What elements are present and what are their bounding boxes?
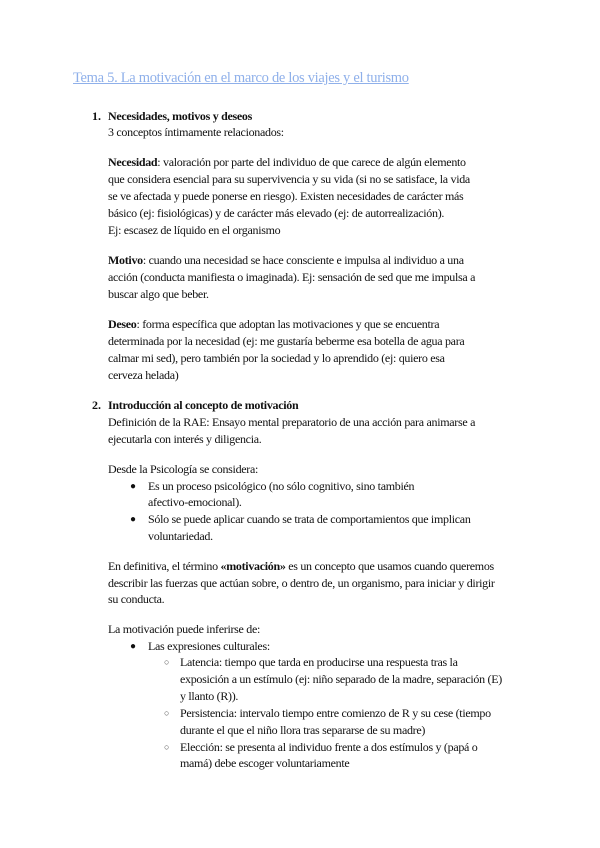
text-line	[148, 494, 242, 511]
line-text: mamá) debe escoger voluntariamente	[180, 756, 350, 770]
line-text: : cuando una necesidad se hace consciente e impulsa al individuo a una	[142, 253, 464, 267]
line-text: Desde la Psicología se considera:	[108, 462, 259, 476]
text-line	[108, 188, 463, 205]
line-text: Es un proceso psicológico (no sólo cognitivo, sino también	[148, 479, 415, 493]
line-text: ejecutarla con interés y diligencia.	[108, 432, 262, 446]
text-line	[180, 755, 349, 772]
text-line	[180, 671, 502, 688]
term-bold: Deseo	[108, 317, 137, 331]
section-heading: Necesidades, motivos y deseos	[108, 109, 252, 123]
line-text: y llanto (R)).	[180, 689, 239, 703]
text-line	[108, 558, 494, 575]
line-text: 3 conceptos íntimamente relacionados:	[108, 125, 284, 139]
line-text: que considera esencial para su supervivencia y su vida (si no se satisface, la vida	[108, 172, 470, 186]
line-text: se ve afectada y puede ponerse en riesgo). Existen necesidades de carácter más	[108, 189, 464, 203]
text-line	[108, 621, 260, 638]
line-text: buscar algo que beber.	[108, 287, 209, 301]
term-bold: «motivación»	[220, 559, 286, 573]
text-line	[148, 511, 471, 528]
section-number: 2.	[92, 398, 101, 412]
text-line	[108, 575, 495, 592]
text-line	[108, 316, 439, 333]
text-line	[148, 528, 213, 545]
text-line	[108, 222, 280, 239]
section-number: 1.	[92, 109, 101, 123]
line-text: Persistencia: intervalo tiempo entre comienzo de R y su cese (tiempo	[180, 706, 491, 720]
text-line	[180, 705, 491, 722]
line-text: Las expresiones culturales:	[148, 639, 270, 653]
text-line	[108, 431, 261, 448]
term-bold: Motivo	[108, 253, 143, 267]
bullet-icon: ●	[130, 514, 137, 525]
text-line	[108, 367, 178, 384]
line-text: describir las fuerzas que actúan sobre, o dentro de, un organismo, para iniciar y dirigir	[108, 576, 495, 590]
text-line	[108, 124, 284, 141]
text-line	[108, 286, 209, 303]
line-text: En definitiva, el término	[108, 559, 221, 573]
bullet-icon: ●	[130, 641, 137, 652]
line-text: Elección: se presenta al individuo frente a dos estímulos y (papá o	[180, 740, 478, 754]
line-text: Sólo se puede aplicar cuando se trata de comportamientos que implican	[148, 512, 471, 526]
sub-bullet-icon: ○	[164, 708, 170, 718]
term-bold: Necesidad	[108, 155, 158, 169]
line-text: calmar mi sed), pero también por la sociedad y lo aprendido (ej: quiero esa	[108, 351, 445, 365]
text-line	[108, 205, 444, 222]
text-line	[148, 638, 270, 655]
text-line	[180, 722, 425, 739]
text-line	[180, 739, 477, 756]
line-text: básico (ej: fisiológicas) y de carácter más elevado (ej: de autorrealización).	[108, 206, 445, 220]
text-line	[180, 654, 458, 671]
document-title: Tema 5. La motivación en el marco de los viajes y el turismo	[73, 70, 409, 86]
text-line	[148, 478, 414, 495]
text-line	[108, 461, 258, 478]
text-line	[108, 350, 445, 367]
line-text: Ej: escasez de líquido en el organismo	[108, 223, 281, 237]
section-heading: Introducción al concepto de motivación	[108, 398, 299, 412]
sub-bullet-icon: ○	[164, 657, 170, 667]
text-line	[108, 333, 464, 350]
line-text: La motivación puede inferirse de:	[108, 622, 261, 636]
line-text: acción (conducta manifiesta o imaginada). Ej: sensación de sed que me impulsa a	[108, 270, 476, 284]
line-text: Definición de la RAE: Ensayo mental preparatorio de una acción para animarse a	[108, 415, 476, 429]
text-line	[108, 414, 475, 431]
text-line	[108, 171, 470, 188]
sub-bullet-icon: ○	[164, 742, 170, 752]
line-text: afectivo-emocional).	[148, 495, 242, 509]
line-text: es un concepto que usamos cuando queremos	[285, 559, 494, 573]
text-line	[108, 252, 464, 269]
line-text: su conducta.	[108, 592, 165, 606]
bullet-icon: ●	[130, 481, 137, 492]
line-text: determinada por la necesidad (ej: me gustaría beberme esa botella de agua para	[108, 334, 465, 348]
text-line	[180, 688, 238, 705]
line-text: exposición a un estímulo (ej: niño separado de la madre, separación (E)	[180, 672, 502, 686]
line-text: cerveza helada)	[108, 368, 179, 382]
line-text: Latencia: tiempo que tarda en producirse una respuesta tras la	[180, 655, 458, 669]
line-text: : forma específica que adoptan las motivaciones y que se encuentra	[136, 317, 440, 331]
text-line	[108, 154, 466, 171]
text-line	[108, 591, 164, 608]
line-text: durante el que el niño llora tras separarse de su madre)	[180, 723, 426, 737]
line-text: : valoración por parte del individuo de que carece de algún elemento	[157, 155, 466, 169]
text-line	[108, 269, 475, 286]
line-text: voluntariedad.	[148, 529, 213, 543]
